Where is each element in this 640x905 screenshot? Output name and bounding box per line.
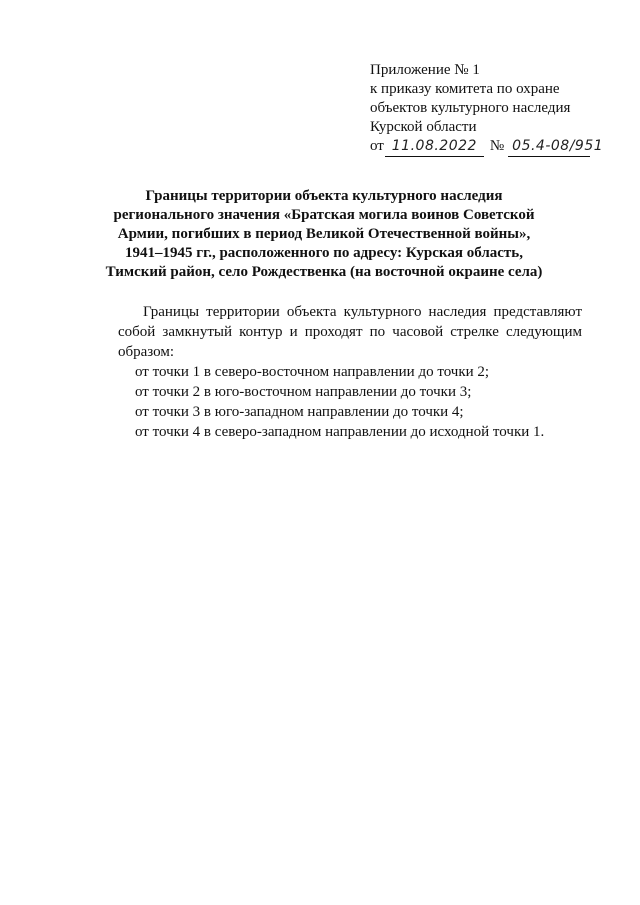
title-line: Тимский район, село Рождественка (на восточной окраине села) [105,264,543,280]
order-date: 11.08.2022 [385,137,484,157]
document-title [96,187,552,282]
document-body [118,302,582,442]
appendix-committee: объектов культурного наследия [370,100,571,116]
boundary-item: от точки 3 в юго-западном направлении до точки 4; [135,404,464,420]
title-line: Армии, погибших в период Великой Отечественной войны», [117,226,531,242]
boundary-item: от точки 2 в юго-восточном направлении до точки 3; [135,384,472,400]
title-line: регионального значения «Братская могила воинов Советской [113,207,535,223]
appendix-title: Приложение № 1 [370,62,480,78]
number-label: № [489,138,505,154]
date-prefix: от [370,138,384,154]
appendix-region: Курской области [370,119,477,135]
order-date-number-line [370,137,604,157]
boundary-item: от точки 1 в северо-восточном направлении до точки 2; [135,364,490,380]
appendix-order-ref: к приказу комитета по охране [370,81,560,97]
order-number: 05.4-08/951 [508,137,590,157]
appendix-header [370,61,604,157]
title-line: Границы территории объекта культурного наследия [145,188,503,204]
boundary-item: от точки 4 в северо-западном направлении до исходной точки 1. [135,424,545,440]
title-line: 1941–1945 гг., расположенного по адресу: Курская область, [125,245,523,261]
body-paragraph: Границы территории объекта культурного наследия представляют собой замкнутый контур и проходят по часовой стрелке следующим образом: [118,304,582,360]
